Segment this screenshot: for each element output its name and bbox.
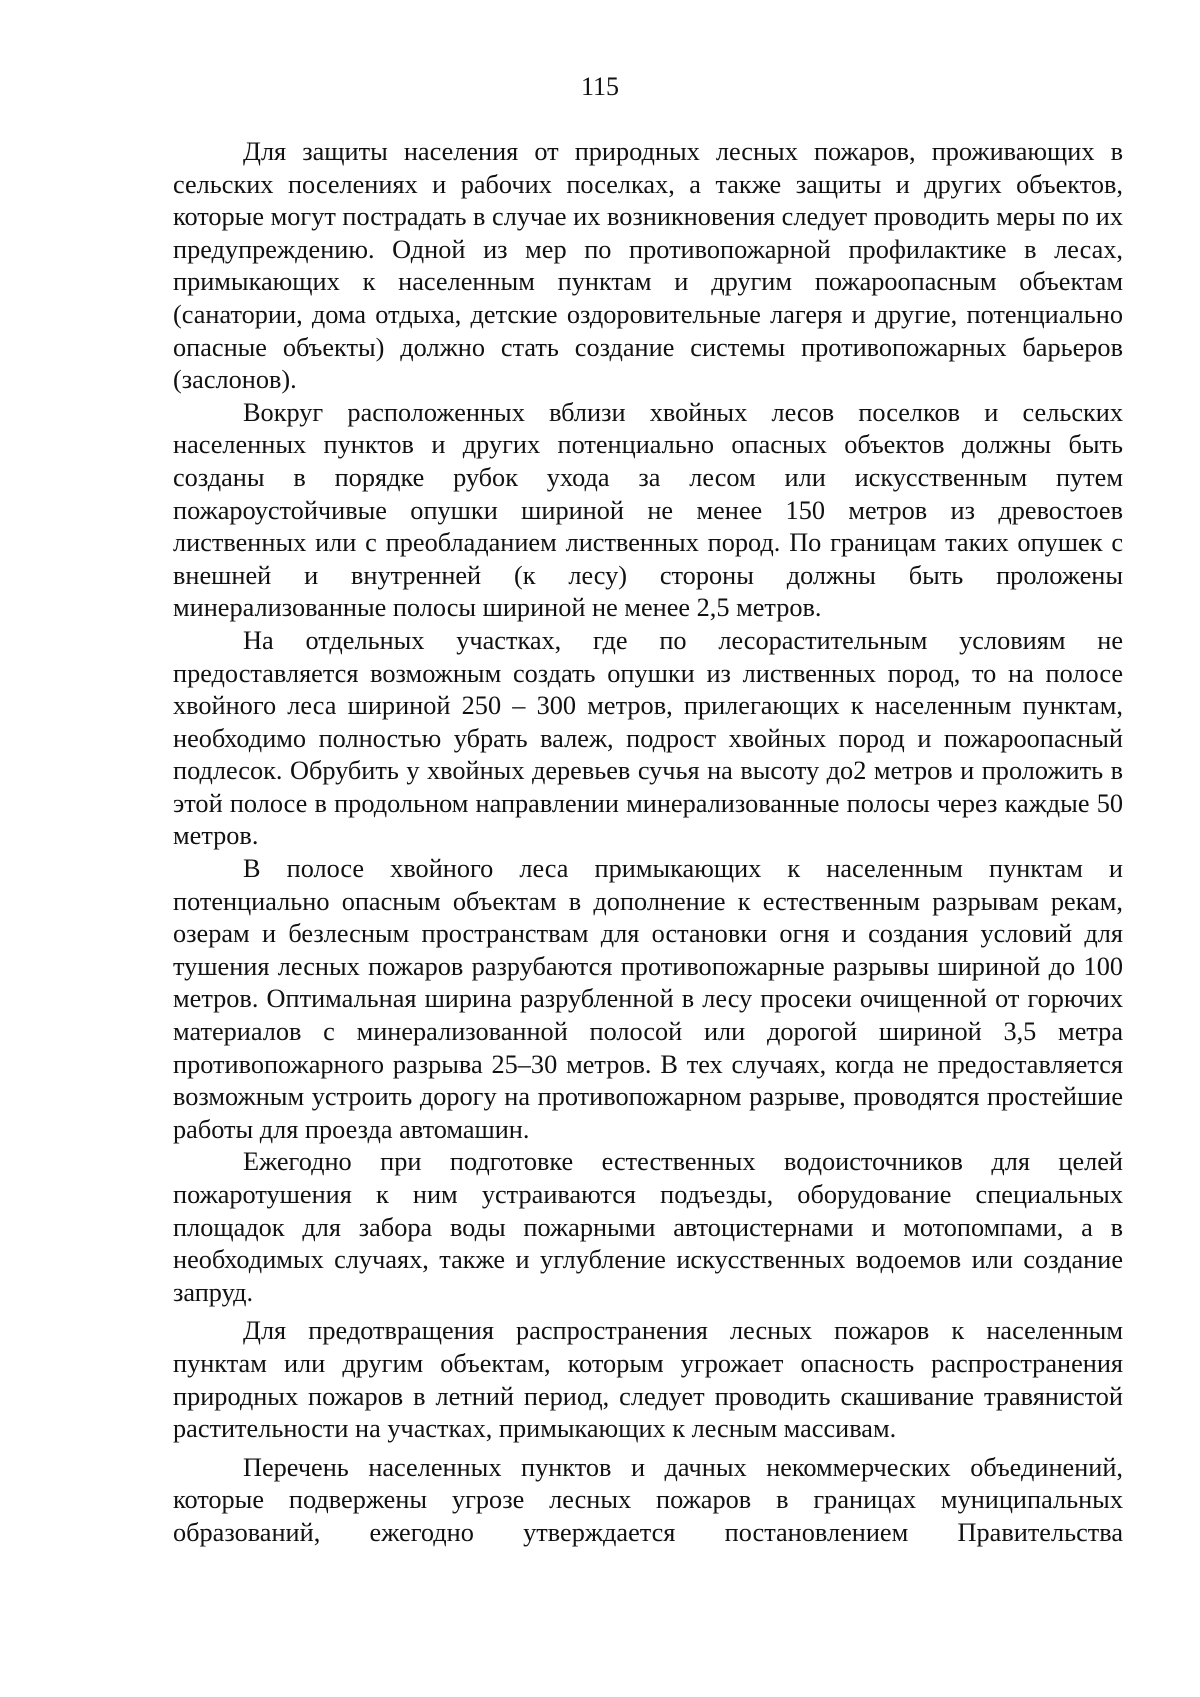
paragraph: Перечень населенных пунктов и дачных некоммерческих объединений, которые подвержены угрозе лесных пожаров в границах муниципальных образований, ежегодно утверждается постановлением Правительства <box>173 1452 1123 1547</box>
paragraph: Вокруг расположенных вблизи хвойных лесов поселков и сельских населенных пунктов и других потенциально опасных объектов должны быть созданы в порядке рубок ухода за лесом или искусственным путем пожароустойчивые опушки шириной не менее 150 метров из древостоев лиственных или с преобладанием лиственных пород. По границам таких опушек с внешней и внутренней (к лесу) стороны должны быть проложены минерализованные полосы шириной не менее 2,5 метров. <box>173 397 1123 623</box>
paragraph: В полосе хвойного леса примыкающих к населенным пунктам и потенциально опасным объектам в дополнение к естественным разрывам рекам, озерам и безлесным пространствам для остановки огня и создания условий для тушения лесных пожаров разрубаются противопожарные разрывы шириной до 100 метров. Оптимальная ширина разрубленной в лесу просеки очищенной от горючих материалов с минерализованной полосой или дорогой шириной 3,5 метра противопожарного разрыва 25–30 метров. В тех случаях, когда не предоставляется возможным устроить дорогу на противопожарном разрыве, проводятся простейшие работы для проезда автомашин. <box>173 854 1123 1144</box>
paragraph: Для предотвращения распространения лесных пожаров к населенным пунктам или другим объектам, которым угрожает опасность распространения природных пожаров в летний период, следует проводить скашивание травянистой растительности на участках, примыкающих к лесным массивам. <box>173 1316 1123 1444</box>
paragraph: На отдельных участках, где по лесорастительным условиям не предоставляется возможным создать опушки из лиственных пород, то на полосе хвойного леса шириной 250 – 300 метров, прилегающих к населенным пунктам, необходимо полностью убрать валеж, подрост хвойных пород и пожароопасный подлесок. Обрубить у хвойных деревьев сучья на высоту до2 метров и проложить в этой полосе в продольном направлении минерализованные полосы через каждые 50 метров. <box>173 625 1123 851</box>
paragraph: Для защиты населения от природных лесных пожаров, проживающих в сельских поселениях и рабочих поселках, а также защиты и других объектов, которые могут пострадать в случае их возникновения следует проводить меры по их предупреждению. Одной из мер по противопожарной профилактике в лесах, примыкающих к населенным пунктам и другим пожароопасным объектам (санатории, дома отдыха, детские оздоровительные лагеря и другие, потенциально опасные объекты) должно стать создание системы противопожарных барьеров (заслонов). <box>173 137 1123 395</box>
page-number: 115 <box>580 72 620 101</box>
body-text <box>173 136 1123 1550</box>
paragraph: Ежегодно при подготовке естественных водоисточников для целей пожаротушения к ним устраиваются подъезды, оборудование специальных площадок для забора воды пожарными автоцистернами и мотопомпами, а в необходимых случаях, также и углубление искусственных водоемов или создание запруд. <box>173 1147 1123 1307</box>
